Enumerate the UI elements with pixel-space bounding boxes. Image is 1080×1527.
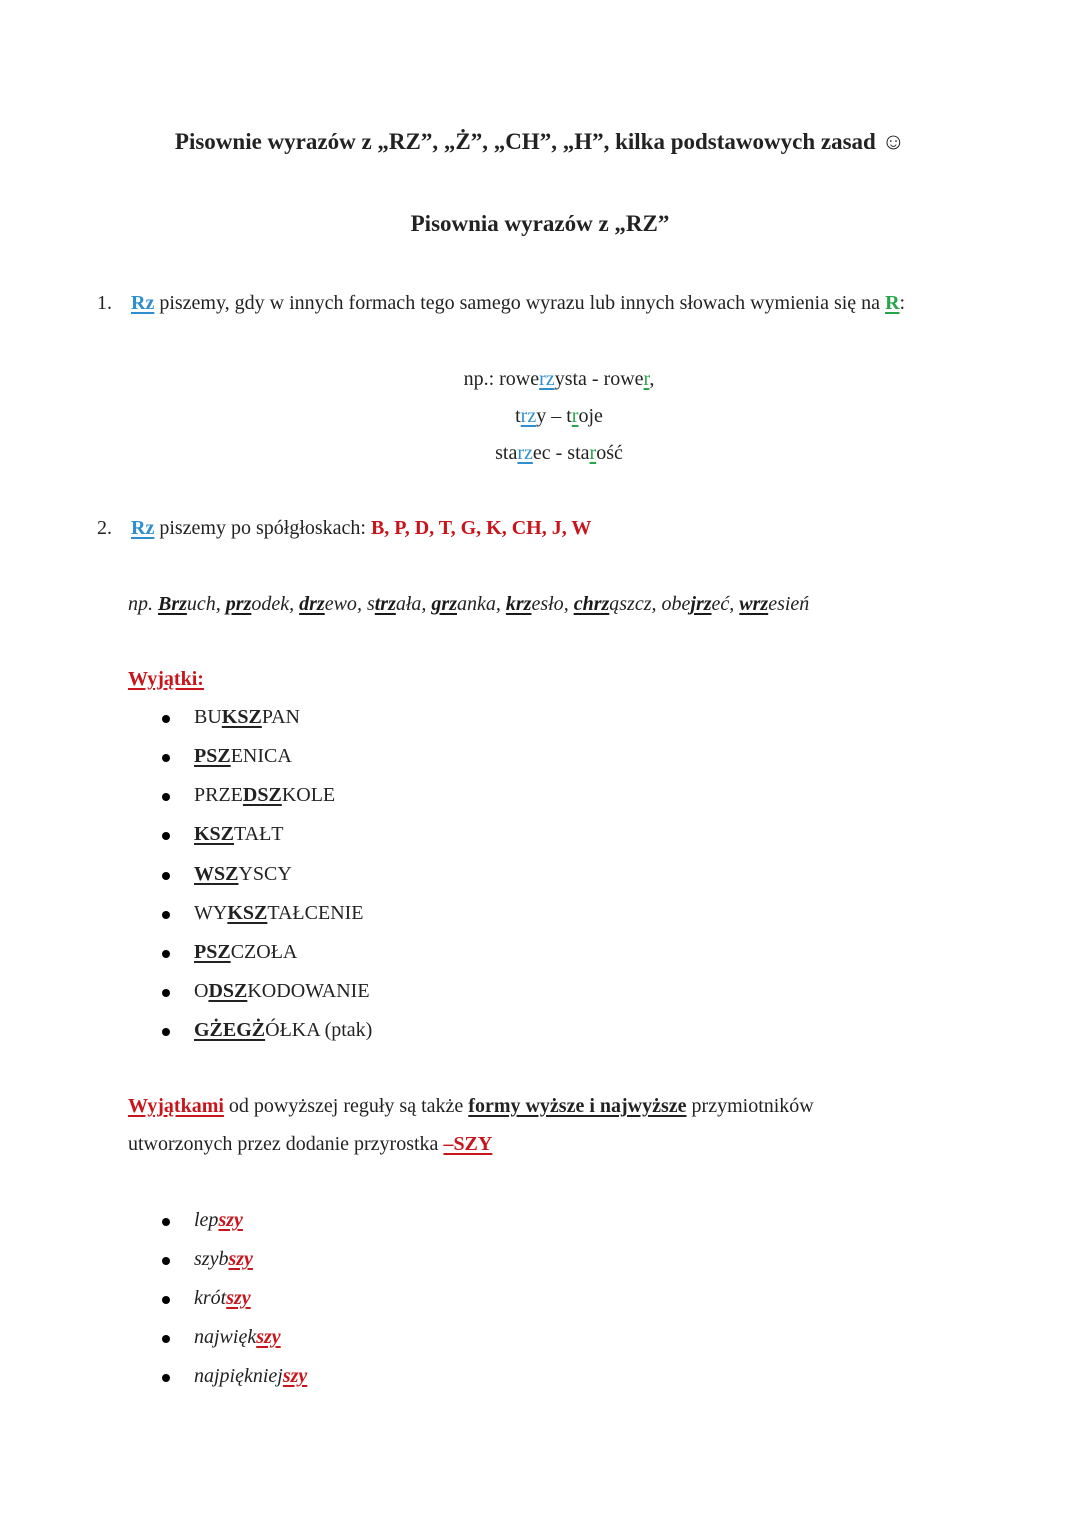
bullet-icon — [162, 1218, 170, 1226]
example-rest: esień — [768, 593, 810, 615]
list-item: WSZYSCY — [194, 863, 292, 885]
bullet-icon — [162, 715, 170, 723]
rz-highlight: rz — [520, 405, 537, 427]
bullet-icon — [162, 793, 170, 801]
note-bold: formy wyższe i najwyższe — [468, 1095, 687, 1117]
bullet-icon — [162, 1028, 170, 1036]
note-text: przymiotników — [686, 1095, 814, 1117]
example-rest: ała — [395, 593, 422, 615]
rule-1 — [97, 292, 905, 315]
list-item: GŻEGŻÓŁKA (ptak) — [194, 1019, 373, 1041]
example-rest: ąszcz — [609, 593, 652, 615]
bullet-icon — [162, 1374, 170, 1382]
example-line — [0, 405, 1080, 428]
section-subtitle: Pisownia wyrazów z „RZ” — [410, 211, 670, 236]
rule-colon: : — [899, 292, 906, 314]
rule-text: piszemy po spółgłoskach: — [154, 517, 371, 539]
example-rest: esło — [531, 593, 564, 615]
note-keyword: Wyjątkami — [128, 1095, 224, 1117]
note-text: utworzonych przez dodanie przyrostka — [128, 1133, 444, 1155]
list-item: WYKSZTAŁCENIE — [194, 902, 364, 924]
r-highlight: r — [643, 368, 650, 390]
rz-highlight: Rz — [131, 517, 155, 539]
list-item: PSZCZOŁA — [194, 941, 298, 963]
example-rest: ewo — [324, 593, 357, 615]
list-item: ODSZKODOWANIE — [194, 980, 370, 1002]
example-line — [0, 442, 1080, 465]
list-item: najpiękniejszy — [194, 1365, 308, 1387]
example-text: ec - sta — [532, 442, 590, 464]
example-rest: eć — [711, 593, 730, 615]
list-item: szybszy — [194, 1248, 253, 1270]
example-text: sta — [495, 442, 518, 464]
example-cluster: grz — [431, 593, 457, 615]
bullet-icon — [162, 950, 170, 958]
note-suffix: –SZY — [443, 1133, 493, 1155]
rule-2-examples: np. Brzuch, przodek, drzewo, strzała, grzanka, krzesło, chrząszcz, obejrzeć, wrzesień — [128, 593, 810, 615]
rz-highlight: Rz — [131, 292, 155, 314]
r-highlight: r — [589, 442, 597, 464]
example-cluster: prz — [225, 593, 252, 615]
bullet-icon — [162, 1335, 170, 1343]
bullet-icon — [162, 911, 170, 919]
example-rest: anka — [457, 593, 496, 615]
list-item: BUKSZPAN — [194, 706, 301, 728]
example-prefix: np. — [128, 593, 158, 615]
bullet-icon — [162, 1257, 170, 1265]
example-rest: odek — [251, 593, 290, 615]
rz-highlight: rz — [517, 442, 533, 464]
bullet-icon — [162, 832, 170, 840]
example-line — [0, 368, 1080, 391]
example-pre: s — [366, 593, 375, 615]
exceptions-heading: Wyjątki: — [128, 668, 204, 690]
example-pre: obe — [661, 593, 691, 615]
note-line-1 — [128, 1095, 814, 1118]
page-title: Pisownie wyrazów z „RZ”, „Ż”, „CH”, „H”, kilka podstawowych zasad ☺ — [174, 129, 906, 154]
example-text: ysta - rowe — [554, 368, 644, 390]
example-text: oje — [578, 405, 603, 427]
example-cluster: wrz — [739, 593, 769, 615]
bullet-icon — [162, 1296, 170, 1304]
consonant-list: B, P, D, T, G, K, CH, J, W — [370, 517, 592, 539]
example-cluster: jrz — [690, 593, 712, 615]
example-text: , — [649, 368, 655, 390]
list-item: PRZEDSZKOLE — [194, 784, 336, 806]
example-text: y – t — [536, 405, 572, 427]
rule-number: 1. — [97, 292, 112, 314]
bullet-icon — [162, 754, 170, 762]
bullet-icon — [162, 989, 170, 997]
example-text: t — [515, 405, 521, 427]
bullet-icon — [162, 872, 170, 880]
example-text: np.: rowe — [463, 368, 540, 390]
example-cluster: krz — [505, 593, 532, 615]
example-cluster: drz — [299, 593, 325, 615]
example-rest: uch — [186, 593, 216, 615]
note-line-2 — [128, 1133, 492, 1156]
example-cluster: trz — [374, 593, 396, 615]
example-cluster: Brz — [158, 593, 187, 615]
list-item: lepszy — [194, 1209, 243, 1231]
r-highlight: r — [571, 405, 579, 427]
list-item: KSZTAŁT — [194, 823, 284, 845]
list-item: krótszy — [194, 1287, 251, 1309]
list-item: największy — [194, 1326, 281, 1348]
rule-text: piszemy, gdy w innych formach tego samego wyrazu lub innych słowach wymienia się na — [154, 292, 886, 314]
rule-2 — [97, 517, 591, 540]
example-text: ość — [596, 442, 623, 464]
example-cluster: chrz — [573, 593, 610, 615]
list-item: PSZENICA — [194, 745, 292, 767]
rule-number: 2. — [97, 517, 112, 539]
note-text: od powyższej reguły są także — [223, 1095, 469, 1117]
r-highlight: R — [885, 292, 900, 314]
rz-highlight: rz — [539, 368, 555, 390]
